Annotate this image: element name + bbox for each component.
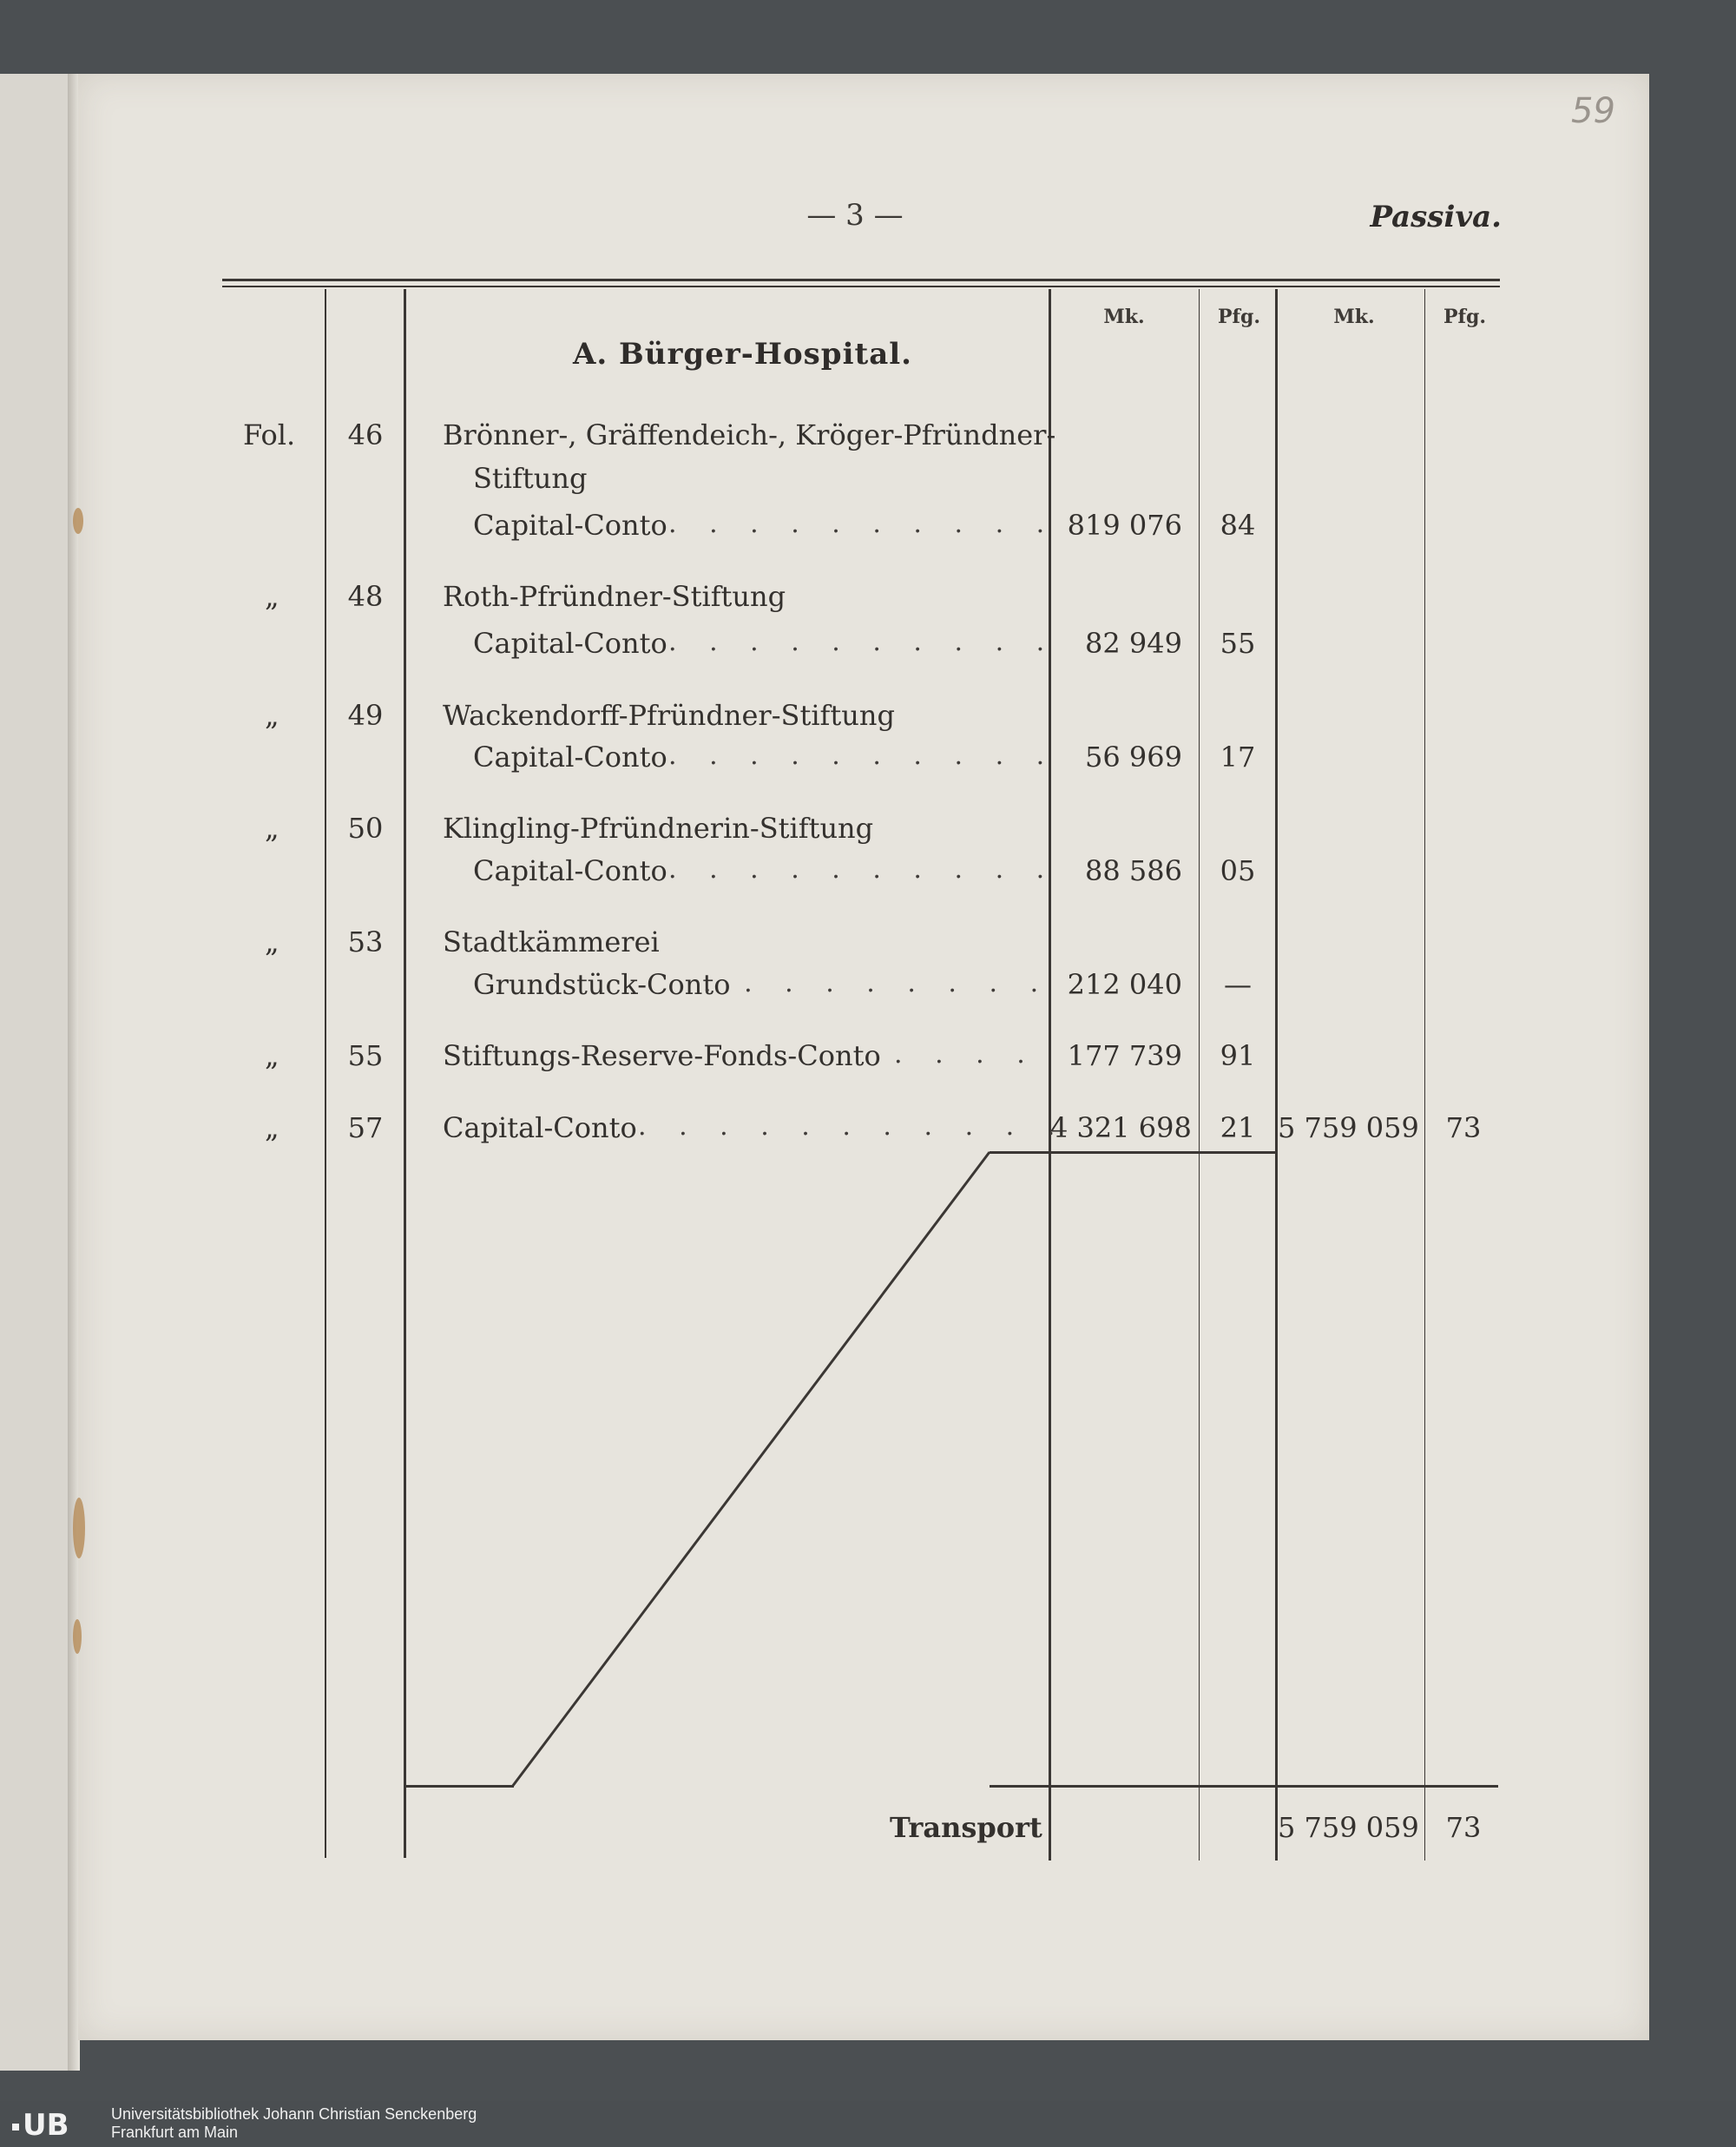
amount-pfg: 21 [1220,1111,1256,1144]
column-header-pfg: Pfg. [1443,306,1487,328]
amount-mk: 56 969 [1085,741,1182,774]
amount-pfg: — [1224,968,1252,1001]
library-footer [0,2101,1736,2147]
account-label: Capital-Conto [473,627,667,660]
ub-logo-text: UB [23,2108,69,2143]
column-header-mk: Mk. [1333,306,1375,328]
dot-leader: . . . . . . . . . . . [638,1111,1068,1142]
amount-pfg: 55 [1220,627,1256,660]
library-name: Universitätsbibliothek Johann Christian Senckenberg [111,2105,477,2123]
entry-title: Capital-Conto [443,1111,637,1144]
folio-number: 50 [347,812,384,845]
amount-mk: 82 949 [1085,627,1182,660]
ditto-mark: „ [265,1111,279,1144]
dot-leader: . . . . [894,1039,1037,1070]
entry-title: Wackendorff-Pfründner-Stiftung [443,699,895,732]
amount-pfg: 17 [1220,741,1256,774]
dot-leader: . . . . . . . . . [703,968,1051,998]
account-label: Capital-Conto [473,854,667,887]
amount-mk: 177 739 [1067,1039,1182,1072]
dot-leader: . . . . . . . . . . [668,854,1057,885]
footer-text [111,2105,477,2142]
amount-pfg: 84 [1220,509,1256,542]
dot-leader: . . . . . . . . . . [668,509,1057,539]
entry-title: Brönner-, Gräffendeich-, Kröger-Pfründner- [443,418,1056,451]
account-label: Capital-Conto [473,509,667,542]
section-label: Passiva. [1370,200,1502,234]
total-pfg: 73 [1445,1111,1482,1144]
folio-number: 48 [347,580,384,613]
cancel-rule [406,1785,514,1788]
amount-mk: 212 040 [1067,968,1182,1001]
amount-pfg: 05 [1220,854,1256,887]
entry-title: Stadtkämmerei [443,925,660,958]
amount-mk: 4 321 698 [1050,1111,1192,1144]
page-number: — 3 — [806,198,904,233]
dot-leader: . . . . . . . . . . [668,741,1057,771]
folio-number: 49 [347,699,384,732]
ditto-mark: „ [265,1039,279,1072]
entry-title-continued: Stiftung [473,462,588,495]
ditto-mark: „ [265,812,279,845]
folio-number: 57 [347,1111,384,1144]
folio-number: 53 [347,925,384,958]
total-mk: 5 759 059 [1278,1111,1419,1144]
column-header-pfg: Pfg. [1217,306,1261,328]
account-label: Capital-Conto [473,741,667,774]
column-header-mk: Mk. [1103,306,1145,328]
entry-title: Roth-Pfründner-Stiftung [443,580,786,613]
entry-title: Klingling-Pfründnerin-Stiftung [443,812,874,845]
amount-mk: 819 076 [1067,509,1182,542]
dot-leader: . . . . . . . . . . [668,627,1057,657]
pencil-page-number: 59 [1571,91,1615,131]
ditto-mark: „ [265,699,279,732]
ub-logo [12,2108,69,2143]
ditto-mark: „ [265,580,279,613]
total-rule [990,1785,1498,1788]
account-label: Grundstück-Conto [473,968,731,1001]
fol-label: Fol. [243,418,296,451]
transport-label: Transport [890,1811,1042,1844]
library-location: Frankfurt am Main [111,2124,239,2141]
transport-pfg: 73 [1445,1811,1482,1844]
amount-mk: 88 586 [1085,854,1182,887]
transport-mk: 5 759 059 [1278,1811,1419,1844]
amount-pfg: 91 [1220,1039,1256,1072]
entry-title: Stiftungs-Reserve-Fonds-Conto [443,1039,881,1072]
folio-number: 55 [347,1039,384,1072]
folio-number: 46 [347,418,384,451]
ditto-mark: „ [265,925,279,958]
section-title: A. Bürger-Hospital. [573,337,912,372]
